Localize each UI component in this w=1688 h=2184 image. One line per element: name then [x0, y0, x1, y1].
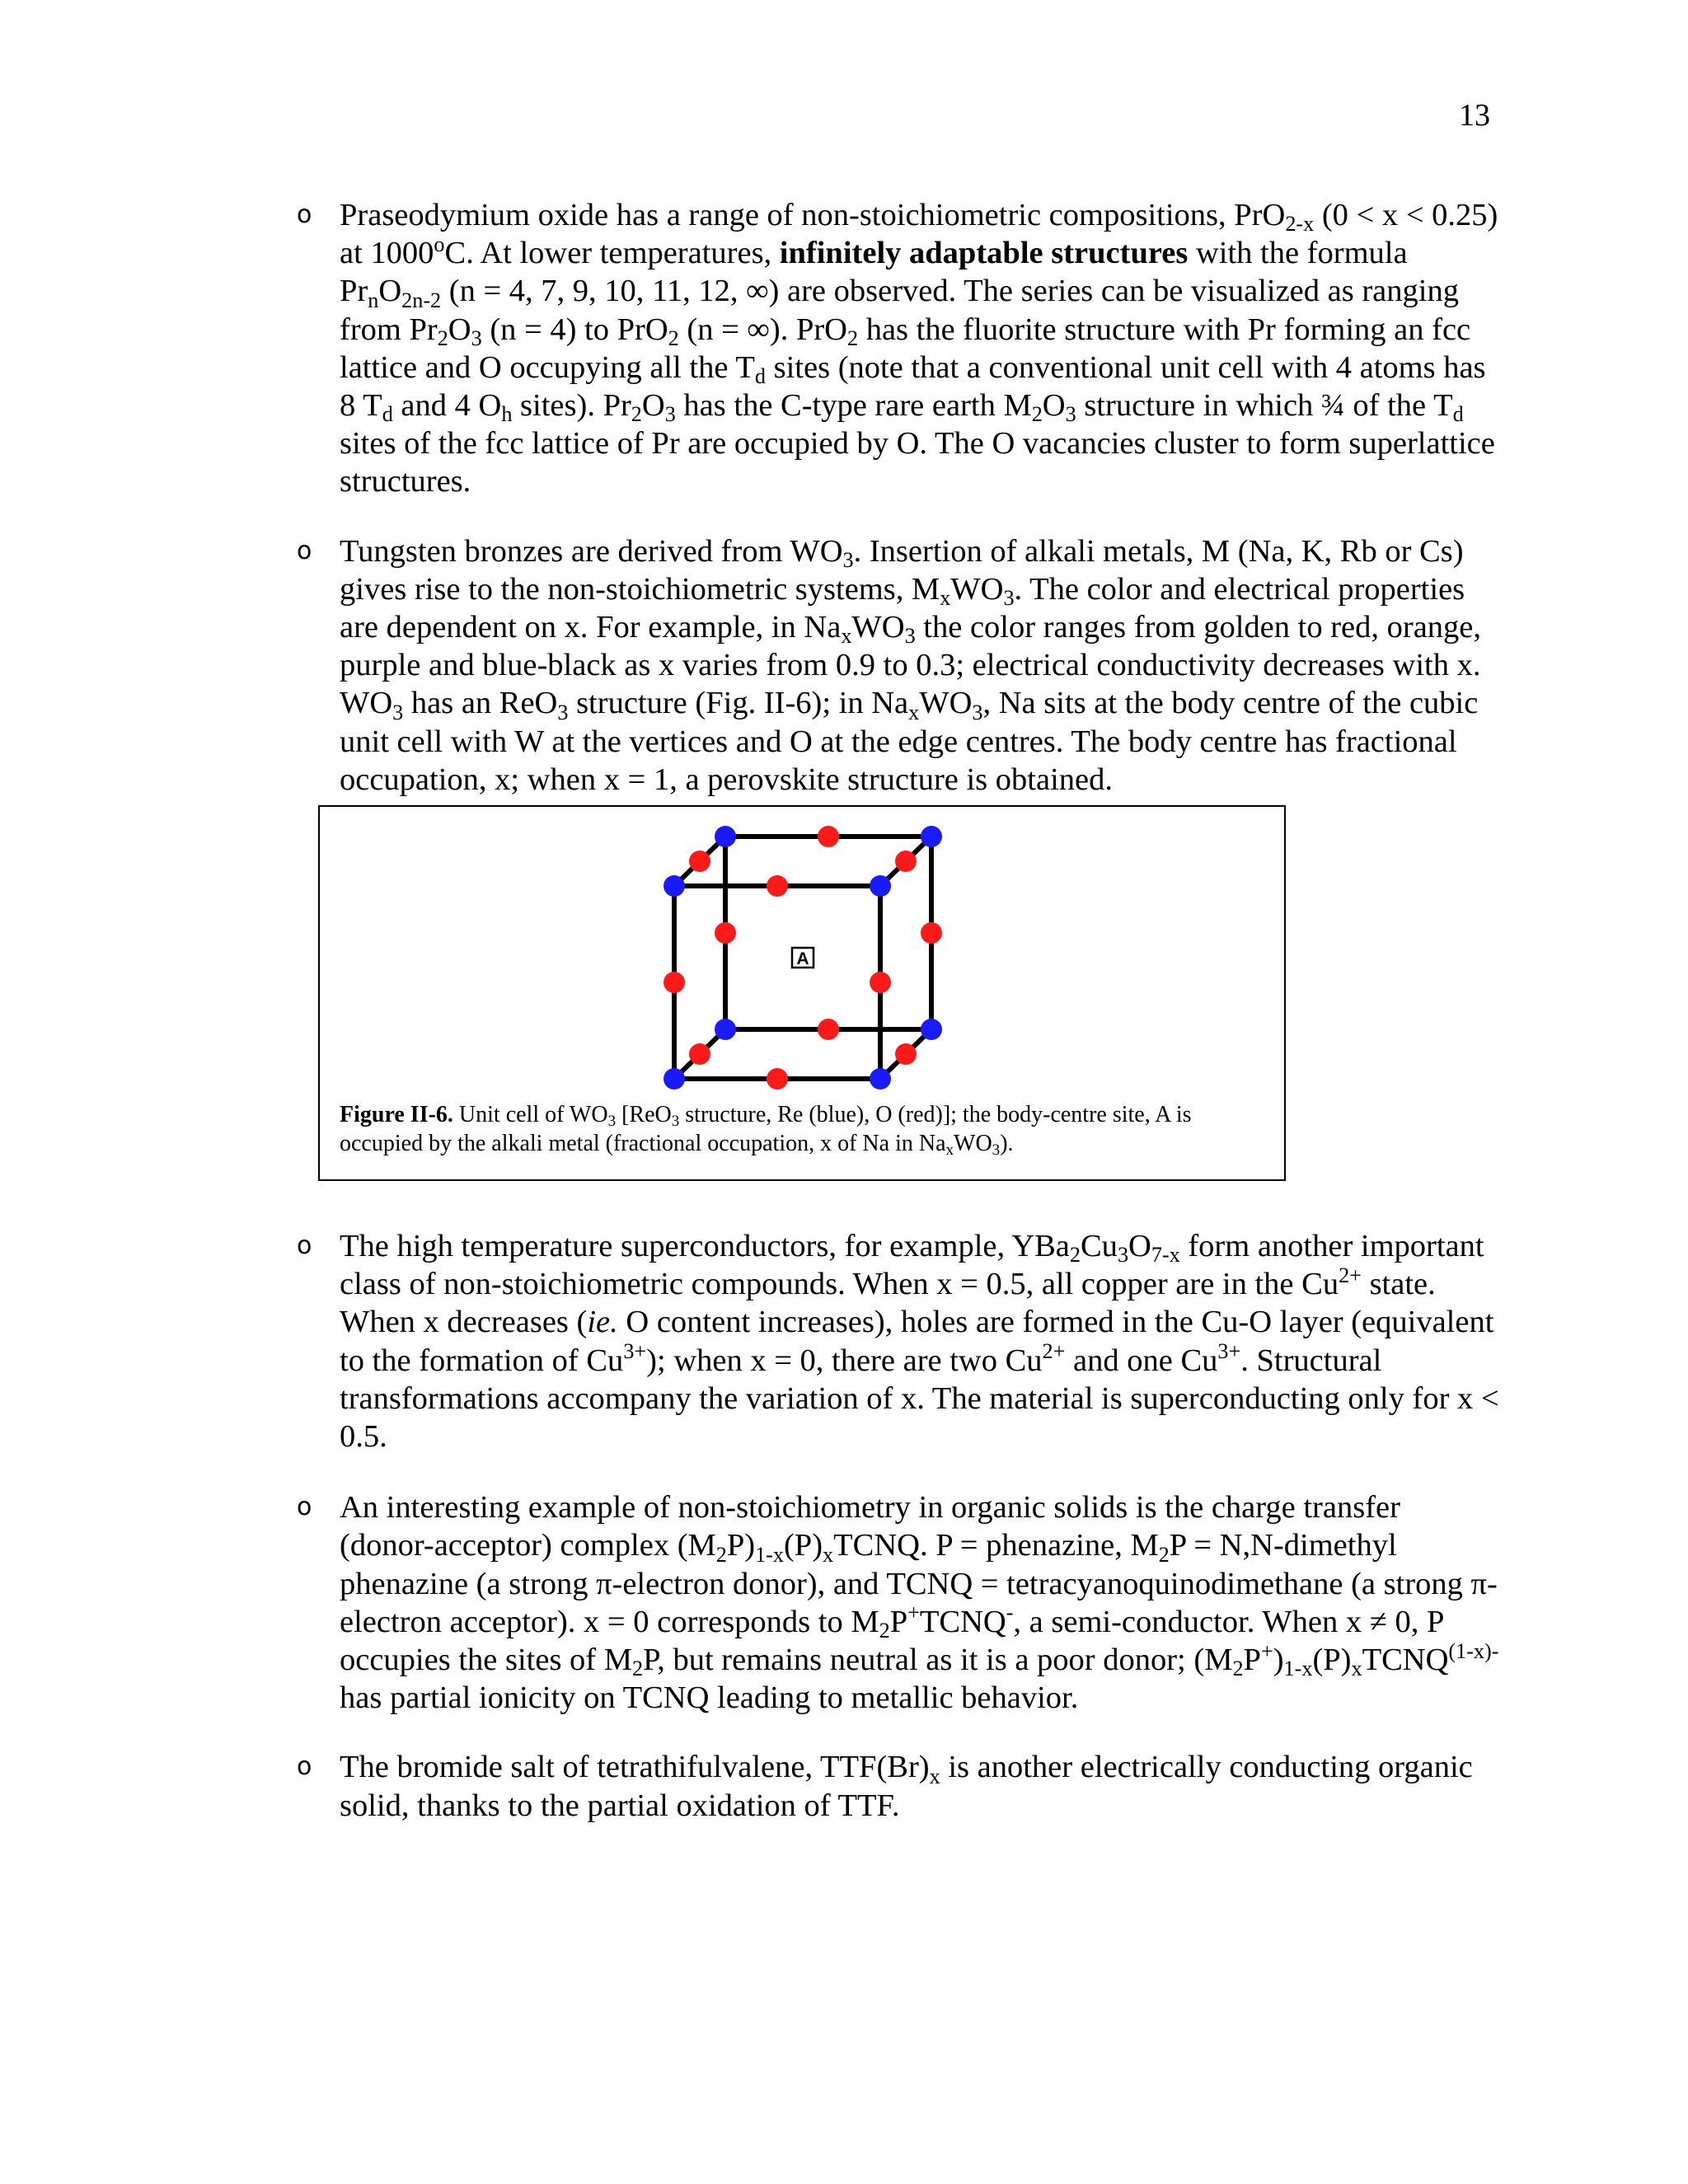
bullet-marker: o: [297, 1231, 312, 1261]
oxygen-atom: [818, 1019, 839, 1040]
bullet-marker: o: [297, 1493, 312, 1522]
bullet-list: [297, 196, 1502, 1825]
paragraph-praseodymium-oxide: o Praseodymium oxide has a range of non-stoichiometric compositions, PrO$_{2-x}$ (0 < x < 0.25) at 1000$^o$C. At lower temperatures, infinitely adaptable structures with the formula $Pr_nO_{2n-2}$ (n = 4, 7, 9, 10, 11, 12, ∞) are observed. The series can be visualized as ranging from $Pr_2O_3$ (n = 4) to PrO$_2$ (n = ∞). PrO$_2$ has the fluorite structure with Pr forming an fcc lattice and O occupying all the $T_d$ sites (note that a conventional unit cell with 4 atoms has 8 $T_d$ and 4 $O_h$ sites). $Pr_2O_3$ has the C-type rare earth $M_2O_3$ structure in which ¾ of the $T_d$ sites of the fcc lattice of Pr are occupied by O. The O vacancies cluster to form superlattice structures.: [297, 198, 1498, 499]
oxygen-atom: [818, 826, 839, 847]
oxygen-atom: [895, 1043, 917, 1065]
rhenium-atom: [715, 1019, 736, 1040]
oxygen-atom: [870, 972, 891, 993]
bullet-marker: o: [297, 200, 312, 229]
oxygen-atom: [689, 851, 710, 872]
paragraph-superconductors: o The high temperature superconductors, for example, $YBa_2Cu_3O_{7-x}$ form another important class of non-stoichiometric compounds. When x = 0.5, all copper are in the $Cu^{2+}$ state. When x decreases (ie. O content increases), holes are formed in the Cu-O layer (equivalent to the formation of $Cu^{3+}$); when x = 0, there are two $Cu^{2+}$ and one $Cu^{3+}$. Structural transformations accompany the variation of x. The material is superconducting only for x < 0.5.: [297, 1229, 1499, 1455]
figure-box: [318, 805, 1286, 1181]
figure-ii-6: [340, 805, 1502, 1181]
paragraph-organic-solids: o An interesting example of non-stoichiometry in organic solids is the charge transfer (donor-acceptor) complex $(M_2P)_{1-x}(P)_xTCNQ$. P = phenazine, $M_2P$ = N,N-dimethyl phenazine (a strong π-electron donor), and TCNQ = tetracyanoquinodimethane (a strong π-electron acceptor). x = 0 corresponds to $M_2P^+TCNQ^-$, a semi-conductor. When x ≠ 0, P occupies the sites of $M_2P$, but remains neutral as it is a poor donor; $(M_2P^+)_{1-x}(P)_xTCNQ^{(1-x)-}$ has partial ionicity on TCNQ leading to metallic behavior.: [297, 1490, 1499, 1716]
body-centre-site: [792, 948, 814, 968]
paragraph-tungsten-bronzes: o Tungsten bronzes are derived from $WO_3$. Insertion of alkali metals, M (Na, K, Rb or Cs) gives rise to the non-stoichiometric systems, $M_xWO_3$. The color and electrical properties are dependent on x. For example, in $Na_xWO_3$ the color ranges from golden to red, orange, purple and blue-black as x varies from 0.9 to 0.3; electrical conductivity decreases with x. $WO_3$ has an ReO$_3$ structure (Fig. II-6); in $Na_xWO_3$, Na sits at the body centre of the cubic unit cell with W at the vertices and O at the edge centres. The body centre has fractional occupation, x; when x = 1, a perovskite structure is obtained.: [297, 533, 1482, 797]
page-number: 13: [1459, 98, 1490, 133]
oxygen-atom: [921, 922, 942, 944]
oxygen-atom: [895, 851, 917, 872]
paragraph-ttf-bromide: o The bromide salt of tetrathifulvalene, $TTF(Br)_x$ is another electrically conducting organic solid, thanks to the partial oxidation of TTF.: [297, 1750, 1473, 1823]
bullet-marker: o: [297, 536, 312, 565]
rhenium-atom: [921, 1019, 942, 1040]
oxygen-atom: [767, 875, 788, 897]
rhenium-atom: [870, 875, 891, 897]
oxygen-atom: [767, 1068, 788, 1090]
rhenium-atom: [870, 1068, 891, 1090]
bold-term: infinitely adaptable structures: [779, 236, 1189, 271]
rhenium-atom: [715, 826, 736, 847]
oxygen-atom: [663, 972, 685, 993]
rhenium-atom: [921, 826, 942, 847]
oxygen-atom: [689, 1043, 710, 1065]
body-centre-label: A: [796, 949, 809, 969]
rhenium-atom: [663, 875, 685, 897]
rhenium-atom: [663, 1068, 685, 1090]
figure-label: Figure II-6.: [340, 1102, 453, 1128]
figure-caption: Figure II-6. Unit cell of $WO_3$ [ReO$_3$ structure, Re (blue), O (red)]; the body-centre site, A is occupied by the alkali metal (fractional occupation, x of Na in $Na_xWO_3$).: [340, 1102, 1192, 1160]
bullet-marker: o: [297, 1752, 312, 1782]
oxygen-atom: [715, 922, 736, 944]
